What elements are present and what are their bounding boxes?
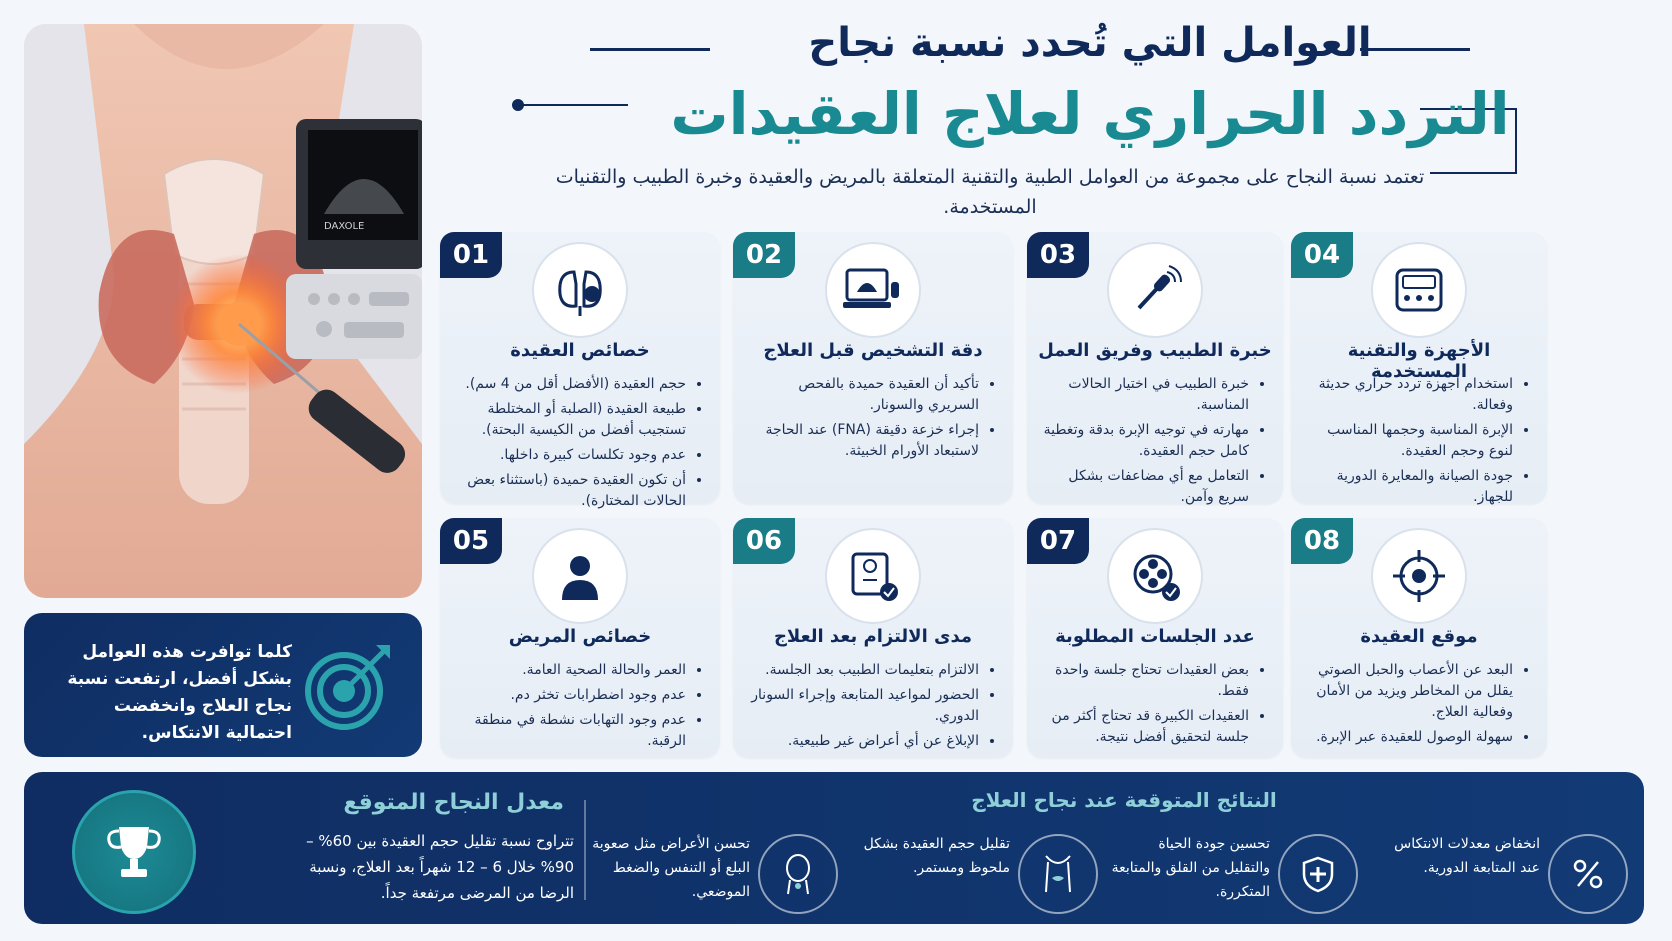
- factor-card-01: [440, 232, 720, 509]
- outcome-item: [584, 832, 844, 914]
- factor-card-02: [733, 232, 1013, 504]
- device-screen-label: DAXOLE: [324, 221, 365, 232]
- card-items: [749, 374, 997, 466]
- card-number: 03: [1027, 232, 1089, 278]
- list-item: • الإبرة المناسبة وحجمها المناسب لنوع وحجم العقيدة.: [1307, 420, 1513, 462]
- list-item: • إجراء خزعة دقيقة (FNA) عند الحاجة لاستبعاد الأورام الخبيثة.: [749, 420, 979, 462]
- card-items: [1043, 660, 1267, 752]
- list-item: • عدم وجود التهابات نشطة في منطقة الرقبة.: [456, 710, 686, 752]
- card-number: 02: [733, 232, 795, 278]
- success-callout: [24, 613, 422, 757]
- card-title: الأجهزة والتقنية المستخدمة: [1347, 340, 1491, 382]
- card-items: [456, 374, 704, 516]
- title2-rule-right-bottom: [1430, 172, 1516, 174]
- outcome-item: [1104, 832, 1364, 914]
- thyroid-procedure-image: [24, 24, 422, 598]
- outcome-text: تقليل حجم العقيدة بشكل ملحوظ ومستمر.: [863, 836, 1010, 876]
- list-item: • طبيعة العقيدة (الصلبة أو المختلطة تستجيب أفضل من الكيسية البحتة).: [456, 399, 686, 441]
- list-item: • الالتزام بتعليمات الطبيب بعد الجلسة.: [749, 660, 979, 681]
- card-number: 04: [1291, 232, 1353, 278]
- page-subtitle: تعتمد نسبة النجاح على مجموعة من العوامل الطبية والتقنية المتعلقة بالمريض والعقيدة وخبرة الطبيب والتقنيات المستخدمة.: [555, 166, 1425, 218]
- list-item: • الحضور لمواعيد المتابعة وإجراء السونار الدوري.: [749, 685, 979, 727]
- sessions-check-icon: [1107, 528, 1203, 624]
- list-item: • خبرة الطبيب في اختيار الحالات المناسبة.: [1043, 374, 1249, 416]
- crosshair-icon: [1371, 528, 1467, 624]
- card-title: دقة التشخيص قبل العلاج: [763, 340, 983, 361]
- outcome-item: [844, 832, 1104, 914]
- percent-icon: [1548, 834, 1628, 914]
- list-item: • عدم وجود تكلسات كبيرة داخلها.: [456, 445, 686, 466]
- factor-card-05: [440, 518, 720, 758]
- head-icon: [758, 834, 838, 914]
- success-rate-title: معدل النجاح المتوقع: [343, 790, 564, 815]
- factor-card-03: [1027, 232, 1283, 504]
- patient-icon: [532, 528, 628, 624]
- card-items: [1043, 374, 1267, 512]
- results-banner: [24, 772, 1644, 924]
- list-item: • تأكيد أن العقيدة حميدة بالفحص السريري والسونار.: [749, 374, 979, 416]
- card-number: 06: [733, 518, 795, 564]
- list-item: • حجم العقيدة (الأفضل أقل من 4 سم).: [456, 374, 686, 395]
- card-items: [749, 660, 997, 756]
- factor-card-04: [1291, 232, 1547, 504]
- factor-card-08: [1291, 518, 1547, 758]
- card-number: 01: [440, 232, 502, 278]
- card-title: موقع العقيدة: [1360, 626, 1478, 647]
- factor-card-06: [733, 518, 1013, 758]
- list-item: • التعامل مع أي مضاعفات بشكل سريع وآمن.: [1043, 466, 1249, 508]
- rule-dot-left: [512, 99, 524, 111]
- page-title-line2: التردد الحراري لعلاج العقيدات: [670, 80, 1510, 148]
- rf-generator-icon: [1371, 242, 1467, 338]
- outcome-text: تحسين جودة الحياة والتقليل من القلق والمتابعة المتكررة.: [1111, 836, 1270, 900]
- list-item: • جودة الصيانة والمعايرة الدورية للجهاز.: [1307, 466, 1513, 508]
- list-item: • أن تكون العقيدة حميدة (باستثناء بعض الحالات المختارة).: [456, 470, 686, 512]
- card-title: خبرة الطبيب وفريق العمل: [1038, 340, 1272, 361]
- card-title: عدد الجلسات المطلوبة: [1055, 626, 1255, 647]
- outcome-item: [1374, 832, 1634, 914]
- card-title: خصائص العقيدة: [510, 340, 650, 361]
- list-item: • العمر والحالة الصحية العامة.: [456, 660, 686, 681]
- neck-icon: [1018, 834, 1098, 914]
- success-rate-text: تتراوح نسبة تقليل حجم العقيدة بين 60% – 90% خلال 6 – 12 شهراً بعد العلاج، ونسبة الرضا من المرضى مرتفعة جداً.: [306, 832, 574, 902]
- outcome-text: تحسن الأعراض مثل صعوبة البلع أو التنفس والضغط الموضعي.: [592, 836, 750, 900]
- list-item: • عدم وجود اضطرابات تخثر دم.: [456, 685, 686, 706]
- callout-text: كلما توافرت هذه العوامل بشكل أفضل، ارتفعت نسبة نجاح العلاج وانخفضت احتمالية الانتكاس.: [67, 642, 292, 743]
- list-item: • مهارته في توجيه الإبرة بدقة وتغطية كامل حجم العقيدة.: [1043, 420, 1249, 462]
- trophy-icon: [72, 790, 196, 914]
- hero-illustration: [24, 24, 422, 598]
- outcomes-title: النتائج المتوقعة عند نجاح العلاج: [971, 788, 1277, 812]
- page-title-line1: العوامل التي تُحدد نسبة نجاح: [808, 20, 1372, 66]
- card-number: 08: [1291, 518, 1353, 564]
- list-item: • سهولة الوصول للعقيدة عبر الإبرة.: [1307, 727, 1513, 748]
- list-item: • العقيدات الكبيرة قد تحتاج أكثر من جلسة لتحقيق أفضل نتيجة.: [1043, 706, 1249, 748]
- target-arrow-icon: [300, 639, 396, 735]
- thyroid-nodule-icon: [532, 242, 628, 338]
- card-number: 05: [440, 518, 502, 564]
- clipboard-check-icon: [825, 528, 921, 624]
- shield-plus-icon: [1278, 834, 1358, 914]
- card-items: [1307, 660, 1531, 752]
- card-items: [1307, 374, 1531, 512]
- outcome-text: انخفاض معدلات الانتكاس عند المتابعة الدورية.: [1394, 836, 1540, 876]
- card-number: 07: [1027, 518, 1089, 564]
- probe-icon: [1107, 242, 1203, 338]
- list-item: • بعض العقيدات تحتاج جلسة واحدة فقط.: [1043, 660, 1249, 702]
- card-title: خصائص المريض: [508, 626, 652, 647]
- card-items: [456, 660, 704, 756]
- list-item: • الإبلاغ عن أي أعراض غير طبيعية.: [749, 731, 979, 752]
- card-title: مدى الالتزام بعد العلاج: [773, 626, 973, 647]
- list-item: • البعد عن الأعصاب والحبل الصوتي يقلل من المخاطر ويزيد من الأمان وفعالية العلاج.: [1307, 660, 1513, 723]
- factor-card-07: [1027, 518, 1283, 758]
- list-item: • استخدام أجهزة تردد حراري حديثة وفعالة.: [1307, 374, 1513, 416]
- ultrasound-device-icon: [825, 242, 921, 338]
